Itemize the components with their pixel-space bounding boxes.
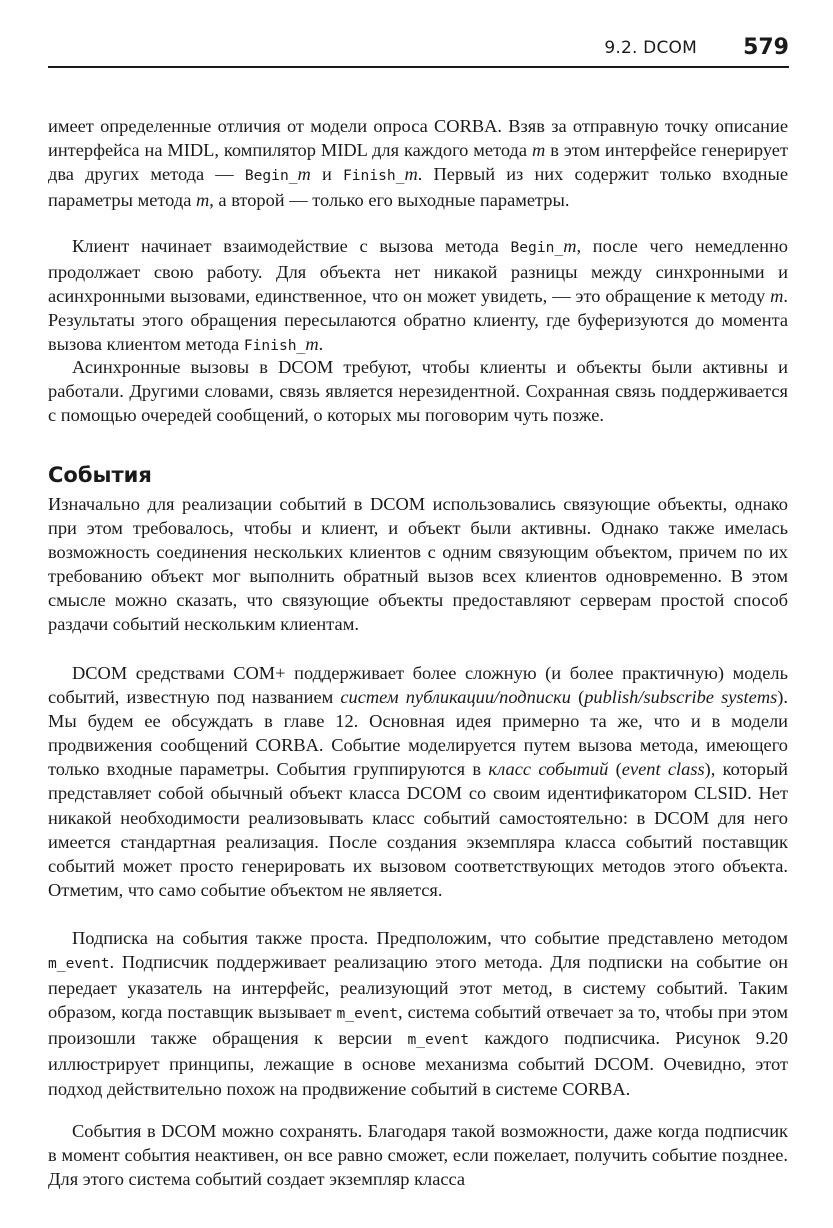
text-run: и — [310, 164, 343, 185]
text-run: Подписка на события также проста. Предположим, что событие представлено методом — [72, 928, 788, 948]
italic-term: класс событий — [488, 759, 609, 780]
italic-term: m — [770, 286, 784, 307]
text-run: . Подписчик поддерживает реализацию этого метода. Для подписки на событие он передает указатель на интерфейс, реализующий этот метод, в систему событий. Таким образом, когда поставщик вызывает — [48, 952, 788, 1023]
italic-term: m — [563, 236, 577, 256]
code-identifier: Begin_ — [510, 239, 564, 256]
text-run: ( — [570, 687, 585, 708]
text-run: имеет определенные отличия от модели опроса CORBA. Взяв за отправную точку описание интерфейса на MIDL, компилятор MIDL для каждого метода — [48, 116, 788, 161]
text-run: Клиент начинает взаимодействие с вызова метода — [72, 236, 511, 256]
paragraph — [48, 1119, 788, 1191]
paragraph — [48, 114, 788, 212]
italic-term: m — [297, 164, 311, 185]
paragraph — [48, 355, 788, 427]
code-identifier: m_event — [407, 1031, 469, 1049]
code-identifier: Begin_ — [244, 167, 298, 185]
italic-term: event class — [621, 759, 705, 780]
italic-term: publish/subscribe systems — [584, 687, 778, 708]
text-run: События в DCOM можно сохранять. Благодаря такой возможности, даже когда подписчик в момент события неактивен, он все равно сможет, если пожелает, получить событие позднее. Для этого система событий создает экземпляр класса — [48, 1121, 788, 1190]
text-run: , а второй — только его выходные параметры. — [209, 190, 570, 211]
text-run: . — [318, 334, 324, 355]
running-head-section: 9.2. DCOM — [604, 38, 697, 58]
text-run: . Результаты этого обращения пересылаются обратно клиенту, где буферизуются до момента вызова клиентом метода — [48, 286, 788, 355]
text-run: каждого подписчика. Рисунок 9.20 иллюстрирует принципы, лежащие в основе механизма событий DCOM. Очевидно, этот подход действительно похож на продвижение событий в системе CORBA. — [48, 1028, 788, 1099]
text-run: Изначально для реализации событий в DCOM использовались связующие объекты, однако при этом требовалось, чтобы и клиент, и объект были активны. Однако также имелась возможность соединения нескольких клиентов с одним связующим объектом, причем по их требованию объект мог выполнить обратный вызов всех клиентов одновременно. В этом смысле можно сказать, что связующие объекты предоставляют серверам простой способ раздачи событий нескольким клиентам. — [48, 494, 788, 635]
italic-term: m — [195, 190, 210, 211]
page-number: 579 — [743, 35, 789, 60]
code-identifier: m_event — [48, 955, 110, 973]
running-head — [48, 36, 789, 68]
italic-term: m — [404, 164, 418, 185]
italic-term: m — [305, 334, 319, 355]
code-identifier: Finish_ — [342, 167, 405, 185]
text-run: . Первый из них содержит только входные параметры метода — [48, 164, 788, 211]
italic-term: систем публикации/подписки — [340, 687, 571, 708]
paragraph — [48, 492, 788, 637]
text-run: , система событий отвечает за то, чтобы при этом произошли также обращения к версии — [48, 1002, 788, 1049]
text-run: DCOM средствами COM+ поддерживает более сложную (и более практичную) модель событий, известную под названием — [48, 663, 788, 708]
code-identifier: m_event — [336, 1005, 399, 1023]
text-run: ( — [608, 759, 622, 780]
code-identifier: Finish_ — [243, 337, 306, 355]
text-run: ). Мы будем ее обсуждать в главе 12. Основная идея примерно та же, что и в модели продвижения сообщений CORBA. Событие моделируется путем вызова метода, имеющего только входные параметры. События группируются в — [48, 687, 789, 780]
paragraph — [48, 234, 788, 358]
text-run: Асинхронные вызовы в DCOM требуют, чтобы клиенты и объекты были активны и работали. Другими словами, связь является нерезидентной. Сохранная связь поддерживается с помощью очередей сообщений, о которых мы поговорим чуть позже. — [48, 357, 788, 426]
text-run: в этом интерфейсе генерирует два других метода — — [48, 140, 789, 185]
text-run: , после чего немедленно продолжает свою работу. Для объекта нет никакой разницы между синхронными и асинхронными вызовами, единственное, что он может увидеть, — это обращение к методу — [48, 236, 788, 307]
paragraph — [48, 661, 788, 902]
text-run: ), который представляет собой обычный объект класса DCOM со своим идентификатором CLSID. Нет никакой необходимости реализовывать класс событий самостоятельно: в DCOM для него имеется стандартная реализация. После создания экземпляра класса событий поставщик событий может просто генерировать их вызовом соответствующих методов этого объекта. Отметим, что само событие объектом не является. — [48, 759, 789, 900]
italic-term: m — [532, 140, 546, 161]
paragraph — [48, 926, 788, 1101]
section-heading: События — [48, 463, 152, 487]
